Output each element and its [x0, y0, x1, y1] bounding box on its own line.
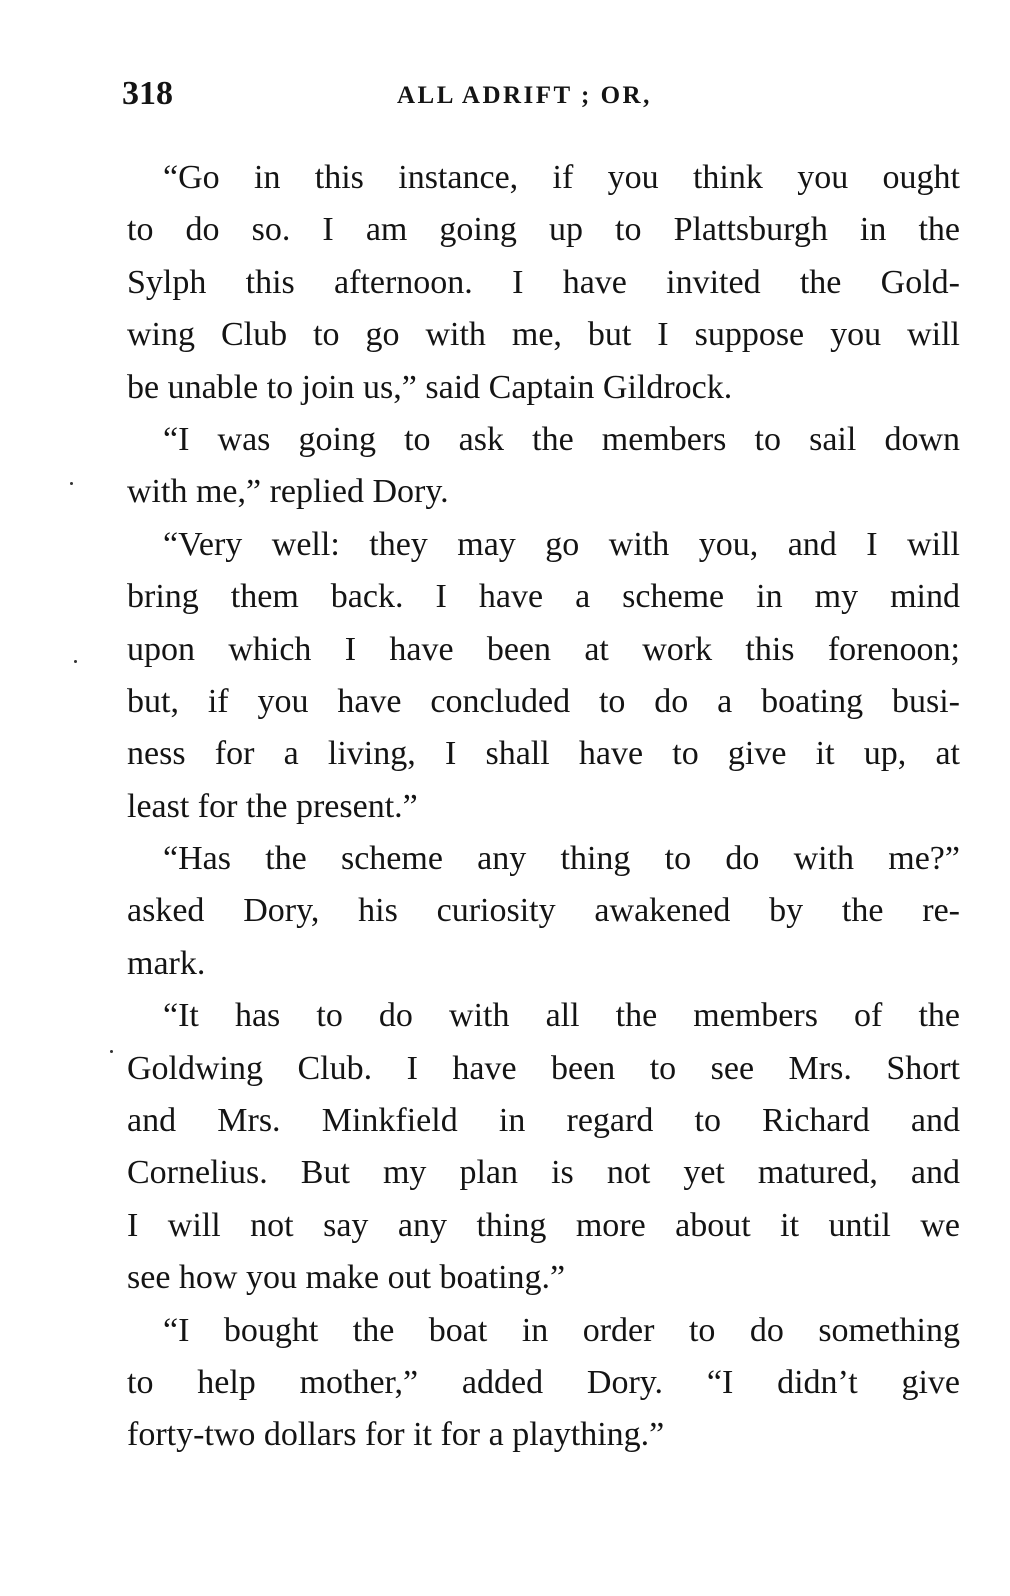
page-header: [122, 74, 962, 114]
text-line: least for the present.”: [127, 787, 418, 825]
text-line: forty-two dollars for it for a plaything.”: [127, 1416, 665, 1454]
margin-speck: [74, 660, 77, 663]
text-line: mark.: [127, 944, 206, 982]
text-line: “I bought the boat in order to do something: [163, 1311, 960, 1349]
margin-speck: [110, 1050, 113, 1053]
text-line: to help mother,” added Dory. “I didn’t give: [127, 1363, 960, 1401]
text-line: bring them back. I have a scheme in my mind: [127, 578, 960, 616]
text-line: I will not say any thing more about it until we: [127, 1206, 960, 1244]
running-head: ALL ADRIFT ; OR,: [397, 82, 652, 109]
text-line: and Mrs. Minkfield in regard to Richard and: [127, 1102, 960, 1140]
text-line: ness for a living, I shall have to give it up, at: [127, 735, 960, 773]
text-line: to do so. I am going up to Plattsburgh in the: [127, 211, 960, 249]
text-line: asked Dory, his curiosity awakened by the re-: [127, 892, 960, 930]
text-line: “Has the scheme any thing to do with me?”: [163, 840, 960, 878]
body-text: [127, 152, 960, 1462]
text-line: with me,” replied Dory.: [127, 473, 449, 511]
margin-speck: [70, 482, 73, 485]
text-line: Goldwing Club. I have been to see Mrs. Short: [127, 1049, 960, 1087]
text-line: wing Club to go with me, but I suppose you will: [127, 316, 960, 354]
text-line: “Go in this instance, if you think you ought: [163, 159, 960, 196]
text-line: be unable to join us,” said Captain Gildrock.: [127, 368, 733, 406]
text-line: “I was going to ask the members to sail down: [163, 420, 960, 458]
page-number: 318: [122, 75, 173, 112]
text-line: see how you make out boating.”: [127, 1259, 566, 1297]
text-line: “Very well: they may go with you, and I will: [163, 525, 960, 563]
text-line: Cornelius. But my plan is not yet matured, and: [127, 1154, 960, 1192]
text-line: Sylph this afternoon. I have invited the Gold-: [127, 263, 960, 301]
text-line: upon which I have been at work this forenoon;: [127, 630, 960, 668]
text-line: “It has to do with all the members of the: [163, 997, 960, 1035]
text-line: but, if you have concluded to do a boating busi-: [127, 682, 960, 720]
